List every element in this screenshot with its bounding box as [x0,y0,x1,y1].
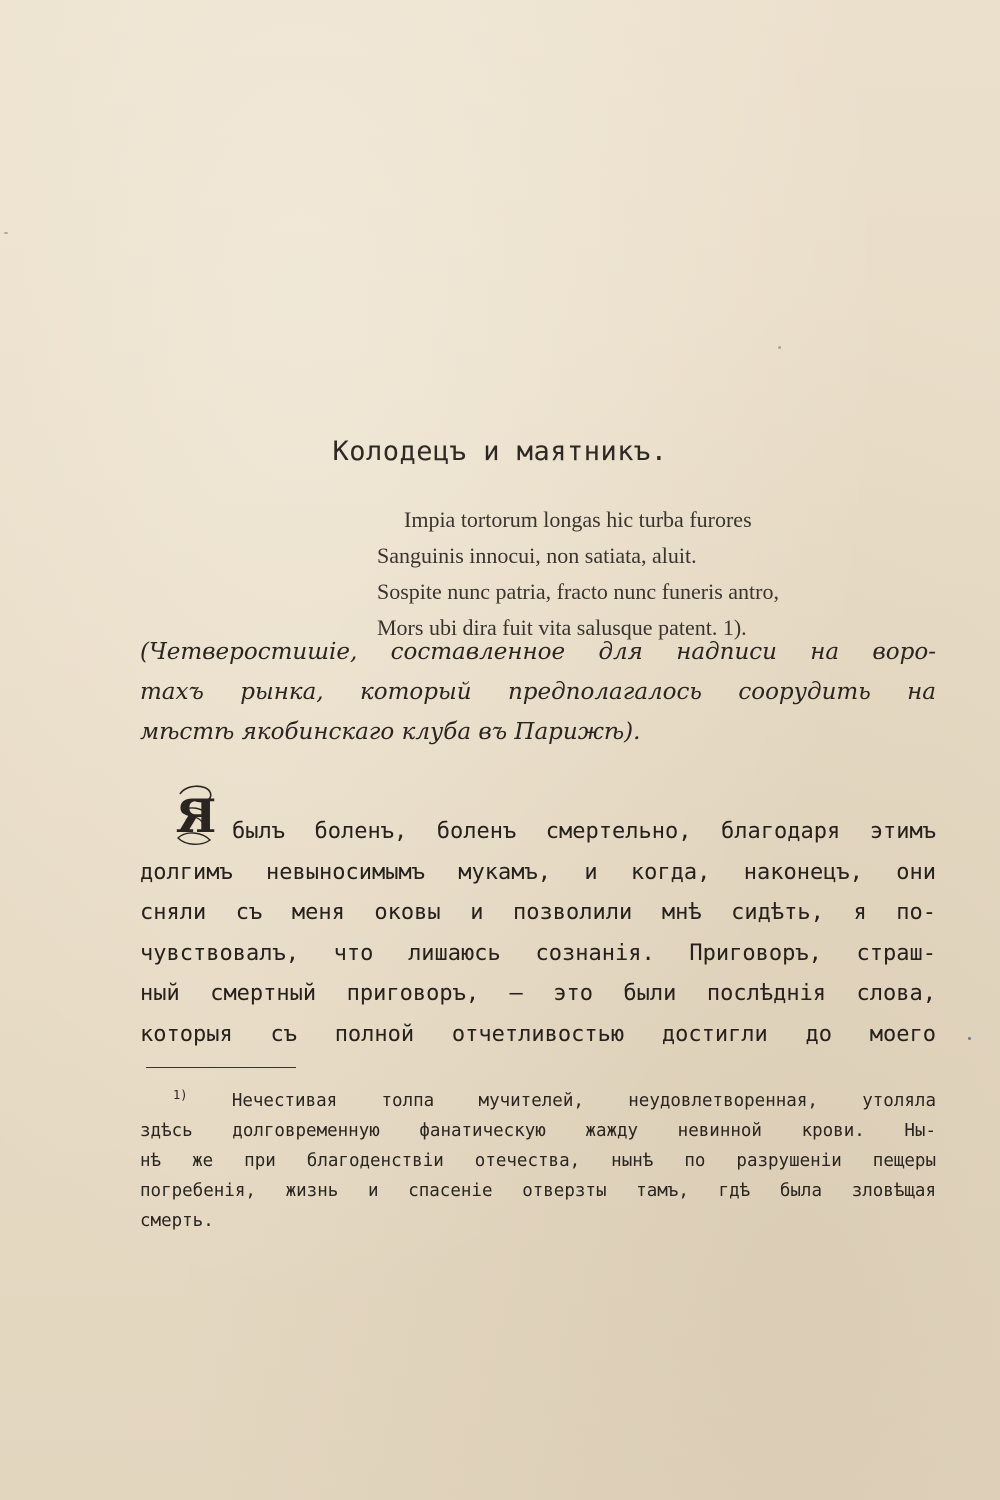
dropcap-letter: Я [175,789,217,843]
body-line: чувствовалъ, что лишаюсь сознанія. Приговоръ, страш- [140,940,936,966]
footnote-divider [146,1067,296,1068]
epigraph-line: Mors ubi dira fuit vita salusque patent. [377,615,718,640]
body-line: сняли съ меня оковы и позволили мнѣ сидѣть, я по- [140,900,936,925]
epigraph-note [140,632,936,752]
body-line: ный смертный приговоръ, — это были послѣднія слова, [140,981,936,1006]
footnote-line: нѣ же при благоденствіи отечества, нынѣ по разрушеніи пещеры [140,1150,936,1171]
footnote-line: Нечестивая толпа мучителей, неудовлетворенная, утоляла [231,1090,936,1111]
chapter-title: Колодецъ и маятникъ. [332,436,668,467]
epigraph-line: Impia tortorum longas hic turba furores [404,507,752,532]
epigraph-line: Sanguinis innocui, non satiata, aluit. [377,543,697,568]
main-text [140,812,936,1055]
note-line: мѣстѣ якобинскаго клуба въ Парижѣ). [140,719,641,745]
paper-speck [778,346,781,349]
body-line: которыя съ полной отчетливостью достигли до моего [140,1021,936,1047]
footnote-line: здѣсь долговременную фанатическую жажду невинной крови. Ны- [140,1120,936,1141]
footnote-line-first [140,1080,936,1116]
footnote-marker: 1) [173,1088,188,1102]
footnote-line: смерть. [140,1210,214,1231]
latin-epigraph [377,502,779,646]
footnote-line: погребенія, жизнь и спасеніе отверзты тамъ, гдѣ была зловѣщая [140,1180,936,1201]
footnote [140,1080,936,1236]
epigraph-footnote-ref: 1). [722,615,747,640]
paper-speck [4,232,8,234]
body-line: былъ боленъ, боленъ смертельно, благодаря этимъ [232,819,936,844]
body-line: долгимъ невыносимымъ мукамъ, и когда, наконецъ, они [140,859,936,885]
note-line: тахъ рынка, который предполагалось соорудить на [140,679,936,705]
paper-speck [968,1037,971,1040]
note-line: (Четверостишіе, составленное для надписи на воро- [140,639,936,665]
epigraph-line: Sospite nunc patria, fracto nunc funeris antro, [377,579,779,604]
